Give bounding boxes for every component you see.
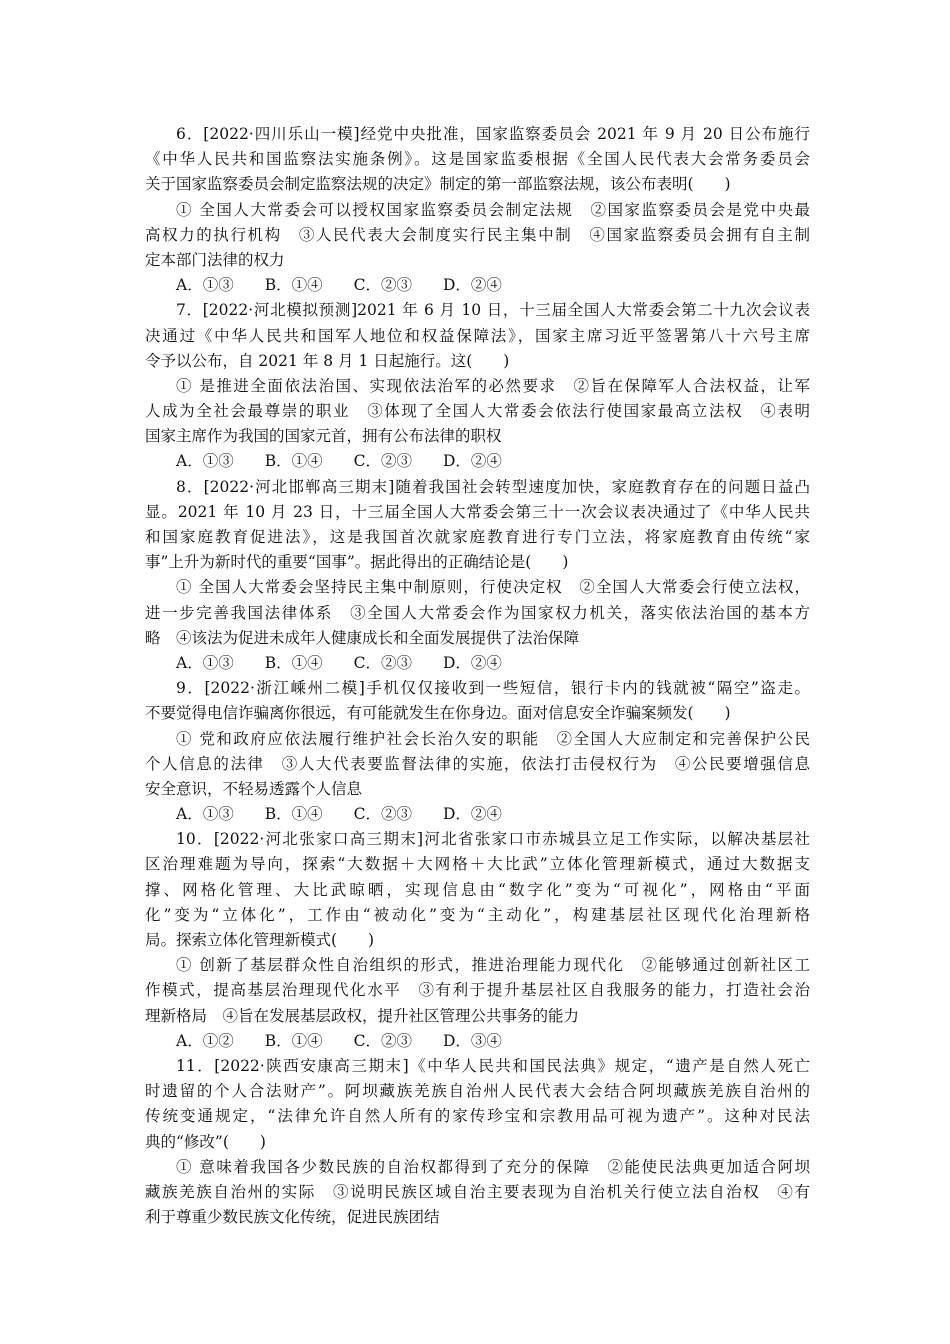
- answer-options: A．①③ B．①④ C．②③ D．②④: [176, 452, 502, 471]
- question-stem-line: 令予以公布，自 2021 年 8 月 1 日起施行。这( ): [145, 351, 510, 370]
- choice-statements-line: 人成为全社会最尊崇的职业 ③体现了全国人大常委会依法行使国家最高立法权 ④表明: [145, 402, 810, 421]
- choice-statements-line: 略 ④该法为促进未成年人健康成长和全面发展提供了法治保障: [145, 628, 580, 647]
- choice-statements-line: 安全意识，不轻易透露个人信息: [145, 779, 363, 798]
- choice-statements-line: ① 意味着我国各少数民族的自治权都得到了充分的保障 ②能使民法典更加适合阿坝: [176, 1157, 810, 1176]
- question-stem-line: 化”变为“立体化”，工作由“被动化”变为“主动化”，构建基层社区现代化治理新格: [145, 905, 810, 924]
- answer-options: A．①③ B．①④ C．②③ D．②④: [176, 653, 502, 672]
- answer-options: A．①② B．①④ C．②③ D．③④: [176, 1031, 502, 1050]
- question-stem-line: 9．[2022·浙江嵊州二模]手机仅仅接收到一些短信，银行卡内的钱就被“隔空”盗走。: [176, 679, 810, 698]
- question-8: [145, 475, 810, 677]
- question-stem-line: 6．[2022·四川乐山一模]经党中央批准，国家监察委员会 2021 年 9 月 20 日公布施行: [176, 125, 810, 143]
- choice-statements-line: ① 全国人大常委会坚持民主集中制原则，行使决定权 ②全国人大常委会行使立法权，: [176, 578, 810, 597]
- question-stem-line: 8．[2022·河北邯郸高三期末]随着我国社会转型速度加快，家庭教育存在的问题日益凸: [176, 477, 810, 496]
- question-10: [145, 827, 810, 1054]
- choice-statements-line: ① 党和政府应依法履行维护社会长治久安的职能 ②全国人大应制定和完善保护公民: [176, 729, 810, 748]
- question-stem-line: 和国家庭教育促进法》，这是我国首次就家庭教育进行专门立法，将家庭教育由传统“家: [145, 528, 810, 546]
- question-stem-line: 11．[2022·陕西安康高三期末]《中华人民共和国民法典》规定，“遗产是自然人死亡: [176, 1056, 810, 1075]
- question-7: [145, 298, 810, 474]
- question-stem-line: 不要觉得电信诈骗离你很远，有可能就发生在你身边。面对信息安全诈骗案频发( ): [145, 704, 731, 723]
- choice-statements-line: 进一步完善我国法律体系 ③全国人大常委会作为国家权力机关，落实依法治国的基本方: [145, 603, 810, 622]
- question-stem-line: 传统变通规定，“法律允许自然人所有的家传珍宝和宗教用品可视为遗产”。这种对民法: [145, 1107, 810, 1126]
- choice-statements-line: 高权力的执行机构 ③人民代表大会制度实行民主集中制 ④国家监察委员会拥有自主制: [145, 225, 810, 244]
- choice-statements-line: ① 全国人大常委会可以授权国家监察委员会制定法规 ②国家监察委员会是党中央最: [176, 200, 810, 219]
- choice-statements-line: 利于尊重少数民族文化传统，促进民族团结: [145, 1208, 440, 1227]
- choice-statements-line: ① 创新了基层群众性自治组织的形式，推进治理能力现代化 ②能够通过创新社区工: [176, 956, 810, 975]
- choice-statements-line: 国家主席作为我国的国家元首，拥有公布法律的职权: [145, 427, 502, 446]
- question-stem-line: 决通过《中华人民共和国军人地位和权益保障法》，国家主席习近平签署第八十六号主席: [145, 326, 810, 345]
- question-stem-line: 《中华人民共和国监察法实施条例》。这是国家监委根据《全国人民代表大会常务委员会: [145, 150, 810, 169]
- choice-statements-line: 个人信息的法律 ③人大代表要监督法律的实施，依法打击侵权行为 ④公民要增强信息: [145, 754, 810, 773]
- choice-statements-line: ① 是推进全面依法治国、实现依法治军的必然要求 ②旨在保障军人合法权益，让军: [176, 376, 810, 395]
- answer-options: A．①③ B．①④ C．②③ D．②④: [176, 276, 502, 295]
- question-stem-line: 时遗留的个人合法财产”。阿坝藏族羌族自治州人民代表大会结合阿坝藏族羌族自治州的: [145, 1082, 810, 1101]
- question-stem-line: 7．[2022·河北模拟预测]2021 年 6 月 10 日，十三届全国人大常委会第二十九次会议表: [176, 301, 810, 320]
- choice-statements-line: 定本部门法律的权力: [145, 250, 285, 269]
- question-11: [145, 1054, 810, 1230]
- question-stem-line: 典的“修改”( ): [145, 1132, 266, 1151]
- choice-statements-line: 藏族羌族自治州的实际 ③说明民族区域自治主要表现为自治机关行使立法自治权 ④有: [145, 1182, 810, 1201]
- question-stem-line: 关于国家监察委员会制定监察法规的决定》制定的第一部监察法规，该公布表明( ): [145, 175, 731, 194]
- question-stem-line: 区治理难题为导向，探索“大数据＋大网格＋大比武”立体化管理新模式，通过大数据支: [145, 855, 810, 874]
- question-stem-line: 撑、网格化管理、大比武晾晒，实现信息由“数字化”变为“可视化”，网格由“平面: [145, 880, 810, 899]
- choice-statements-line: 作模式，提高基层治理现代化水平 ③有利于提升基层社区自我服务的能力，打造社会治: [145, 981, 810, 1000]
- answer-options: A．①③ B．①④ C．②③ D．②④: [176, 805, 502, 824]
- choice-statements-line: 理新格局 ④旨在发展基层政权，提升社区管理公共事务的能力: [145, 1006, 580, 1025]
- question-stem-line: 10．[2022·河北张家口高三期末]河北省张家口市赤城县立足工作实际，以解决基层社: [176, 830, 810, 849]
- question-stem-line: 事”上升为新时代的重要“国事”。据此得出的正确结论是( ): [145, 553, 569, 572]
- question-9: [145, 676, 810, 827]
- question-list: [145, 122, 810, 1230]
- question-stem-line: 局。探索立体化管理新模式( ): [145, 931, 375, 949]
- question-stem-line: 显。2021 年 10 月 23 日，十三届全国人大常委会第三十一次会议表决通过了《中华人民共: [145, 502, 810, 521]
- question-6: [145, 122, 810, 298]
